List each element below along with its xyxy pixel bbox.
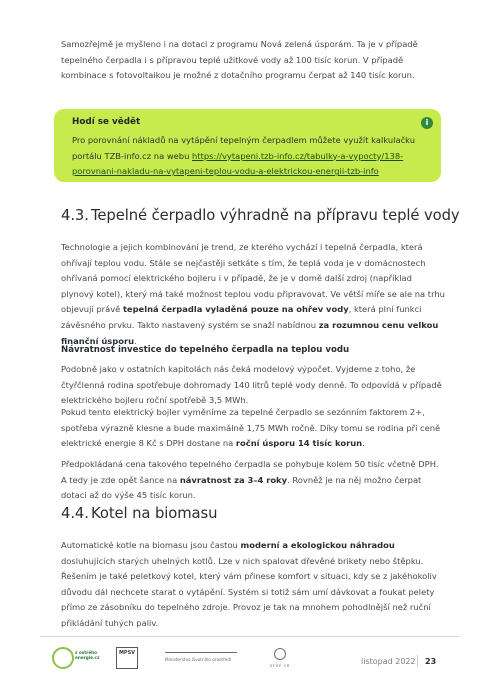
footer-separator [417,655,418,667]
page-number: 23 [425,657,437,666]
bold-run: moderní a ekologickou náhradou [240,540,395,550]
info-icon: i [421,117,433,129]
section-4-3-paragraph-3 [61,405,445,452]
ministry-logo [165,652,239,666]
text-run: Automatické kotle na biomasu jsou častou [61,540,241,550]
tip-text [72,133,422,180]
text-run: Předpokládaná cena takového tepelného čerpadla se pohybuje kolem 50 tisíc včetně DPH. A tedy je zde opět šance na [61,459,439,485]
section-number: 4.4. [61,505,89,522]
section-4-4-paragraph-1 [61,538,445,632]
text-run: . [134,335,137,346]
section-4-3-paragraph-1 [61,240,445,349]
section-4-3-paragraph-2: Podobně jako v ostatních kapitolách nás čeká modelový výpočet. Vyjdeme z toho, že čtyřčlenná rodina spotřebuje dohromady 140 litrů teplé vody denně. To odpovídá v případě elektrického bojleru roční spotřebě 3,5 MWh. [61,364,442,406]
ministry-logo-line [165,652,237,653]
section-heading-4-4 [61,505,217,522]
energy-logo [52,647,102,671]
text-run: dosluhujících starých uhelných kotlů. Lze v nich spalovat dřevěné brikety nebo štěpku. Řešením je také peletkový kotel, který vám přinese komfort v situaci, kdy se z jakéhokoliv důvodu dál nechcete starat o vytápění. Systém si totiž sám umí dávkovat a foukat pelety přímo ze zásobníku do tepelného zdroje. Provoz je tak na mnohem pohodlnější než ruční přikládání tuhých paliv. [61,555,437,628]
section-4-3-paragraph-4 [61,457,445,504]
sfzp-logo-text: SFŽP ČR [269,663,291,668]
bold-run: roční úsporu 14 tisíc korun [235,438,363,449]
tip-body: Pro porovnání nákladů na vytápění tepelným čerpadlem můžete využít kalkulačku portálu TZB-info.cz na webu [72,135,416,161]
text-run: , která plní funkci závěsného prvku. Takto nastavený systém se snaží nabídnou [61,304,422,330]
energy-logo-text: z ostrého energie.cz [75,650,100,660]
tip-box [54,109,441,182]
subheading: Návratnost investice do tepelného čerpadla na teplou vodu [61,345,350,355]
tip-title: Hodí se vědět [72,117,141,127]
section-title: Kotel na biomasu [91,505,218,522]
text-run: . [362,438,365,449]
text-run: Pokud tento elektrický bojler vyměníme za tepelné čerpadlo se sezónním faktorem 2+, spotřeba výrazně klesne a bude maximálně 1,75 MWh ročně. Díky tomu se rodina při ceně elektrické energie 8 Kč s DPH dostane na [61,407,441,449]
bold-run: za rozumnou cenu velkou finanční úsporu [61,319,439,346]
section-title: Tepelné čerpadlo výhradně na přípravu teplé vody [91,207,460,224]
bold-run: návratnost za 3–4 roky [179,474,288,485]
sfzp-logo [268,648,292,672]
text-run: . Rovněž je na něj možno čerpat dotaci až do výše 45 tisíc korun. [61,474,422,501]
text-run: Technologie a jejich kombinování je trend, ze kterého vychází i tepelná čerpadla, která ohřívají teplou vodu. Stále se nejčastěji setkáte s tím, že teplá voda je v domácnostech ohřívaná pomocí elektrického bojleru i v případě, že je v domě další zdroj (například plynový kotel), který má také možnost teplou vodu připravovat. Ve větší míře se ale na trhu objevují právě [61,242,445,315]
section-number: 4.3. [61,207,89,224]
ministry-logo-text: Ministerstvo životního prostředí [165,657,232,662]
energy-logo-icon [52,647,74,669]
bold-run: tepelná čerpadla vyladěná pouze na ohřev vody [122,304,349,315]
section-heading-4-3 [61,207,460,224]
intro-paragraph: Samozřejmě je myšleno i na dotaci z programu Nová zelená úsporám. Ta je v případě tepelného čerpadla i s přípravou teplé užitkové vody až 100 tisíc korun. V případě kombinace s fotovoltaikou je možné z dotačního programu čerpat až 140 tisíc korun. [61,39,418,81]
footer-date: listopad 2022 [361,657,416,666]
mpsv-logo: MPSV [116,647,138,669]
tip-link[interactable]: https://vytapeni.tzb-info.cz/tabulky-a-vypocty/138-porovnani-nakladu-na-vytapeni-teplou-vodu-a-elektrickou-energii-tzb-info [72,150,404,177]
sfzp-logo-icon [274,648,286,660]
footer-divider [40,636,460,637]
